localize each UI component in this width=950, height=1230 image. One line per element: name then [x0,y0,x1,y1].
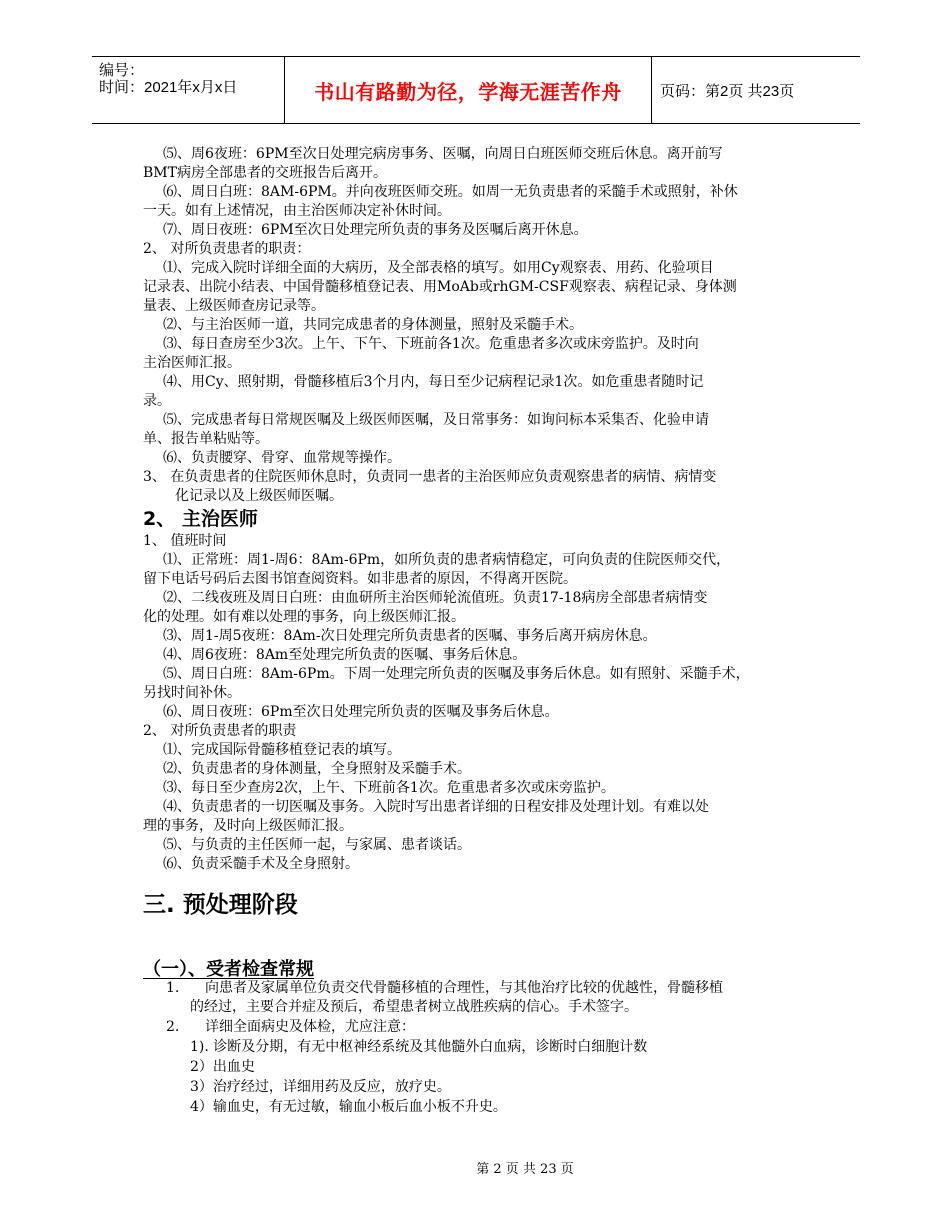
text-line: ⑸、周日白班：8Am-6Pm。下周一处理完所负责的医嘱及事务后休息。如有照射、采髓手术， [163,666,750,682]
text-line: ⑶、周1-周5夜班：8Am-次日处理完所负责患者的医嘱、事务后离开病房休息。 [163,628,657,644]
text-line: ⑷、负责患者的一切医嘱及事务。入院时写出患者详细的日程安排及处理计划。有难以处 [163,799,709,815]
text-line: 向患者及家属单位负责交代骨髓移植的合理性，与其他治疗比较的优越性，骨髓移植 [205,980,723,996]
text-line: 的经过，主要合并症及预后，希望患者树立战胜疾病的信心。手术签字。 [190,999,638,1015]
text-line: ⑴、正常班：周1-周6：8Am-6Pm，如所负责的患者病情稳定，可向负责的住院医师交代， [163,552,731,568]
header-page-info: 页码：第2页 共23页 [660,82,795,100]
text-line: 4）输血史，有无过敏，输血小板后血小板不升史。 [190,1099,507,1115]
text-line: 记录表、出院小结表、中国骨髓移植登记表、用MoAb或rhGM-CSF观察表、病程记录、身体测 [143,279,737,295]
text-line: ⑹、周日白班：8AM-6PM。并向夜班医师交班。如周一无负责患者的采髓手术或照射，补休 [163,184,738,200]
text-line: BMT病房全部患者的交班报告后离开。 [143,165,387,181]
text-line: ⑵、负责患者的身体测量，全身照射及采髓手术。 [163,761,471,777]
text-line: 一天。如有上述情况，由主治医师决定补休时间。 [143,203,451,219]
subsection-heading: （一）、受者检查常规 [143,959,314,980]
text-line: ⑶、每日查房至少3次。上午、下午、下班前各1次。危重患者多次或床旁监护。及时向 [163,336,699,352]
text-line: 量表、上级医师查房记录等。 [143,298,325,314]
text-line: 主治医师汇报。 [143,355,241,371]
section-heading: 2、 主治医师 [143,508,258,530]
text-line: ⑺、周日夜班：6PM至次日处理完所负责的事务及医嘱后离开休息。 [163,222,588,238]
text-line: ⑵、二线夜班及周日白班：由血研所主治医师轮流值班。负责17-18病房全部患者病情变 [163,590,708,606]
document-time-label: 时间：2021年x月x日 [99,79,238,96]
text-line: ⑴、完成国际骨髓移植登记表的填写。 [163,742,401,758]
text-line: ⑷、周6夜班：8Am至处理完所负责的医嘱、事务后休息。 [163,647,527,663]
text-line: 1、 值班时间 [143,533,227,549]
text-line: 单、报告单粘贴等。 [143,431,269,447]
text-line: 2、 对所负责患者的职责 [143,723,297,739]
text-line: 留下电话号码后去图书馆查阅资料。如非患者的原因，不得离开医院。 [143,571,577,587]
text-line: ⑸、完成患者每日常规医嘱及上级医师医嘱，及日常事务：如询问标本采集否、化验申请 [163,412,709,428]
document-number-label: 编号： [99,62,145,79]
text-line: 2）出血史 [190,1059,255,1075]
chapter-heading: 三. 预处理阶段 [143,892,298,918]
page-footer: 第 2 页 共 23 页 [476,1162,574,1177]
text-line: ⑹、周日夜班：6Pm至次日处理完所负责的医嘱及事务后休息。 [163,704,559,720]
text-line: 录。 [143,393,171,409]
text-line: 3、 在负责患者的住院医师休息时，负责同一患者的主治医师应负责观察患者的病情、病情变 [143,469,717,485]
text-line: 化的处理。如有难以处理的事务，向上级医师汇报。 [143,609,465,625]
text-line: 1). 诊断及分期，有无中枢神经系统及其他髓外白血病，诊断时白细胞计数 [190,1039,648,1055]
page-header [92,56,860,124]
header-meta [92,57,285,123]
text-line: ⑷、用Cy、照射期，骨髓移植后3个月内，每日至少记病程记录1次。如危重患者随时记 [163,374,704,390]
text-line: ⑹、负责采髓手术及全身照射。 [163,856,359,872]
text-line: ⑴、完成入院时详细全面的大病历，及全部表格的填写。如用Cy观察表、用药、化验项目 [163,260,714,276]
text-line: ⑹、负责腰穿、骨穿、血常规等操作。 [163,450,401,466]
text-line: 2、 对所负责患者的职责： [143,241,311,257]
text-line: ⑸、周6夜班：6PM至次日处理完病房事务、医嘱，向周日白班医师交班后休息。离开前写 [163,146,723,162]
text-line: 理的事务，及时向上级医师汇报。 [143,818,353,834]
text-line: 详细全面病史及体检，尤应注意： [205,1019,415,1035]
text-line: 3）治疗经过，详细用药及反应，放疗史。 [190,1079,451,1095]
text-line: ⑸、与负责的主任医师一起，与家属、患者谈话。 [163,837,471,853]
list-number: 1. [166,980,180,996]
text-line: ⑶、每日至少查房2次，上午、下班前各1次。危重患者多次或床旁监护。 [163,780,615,796]
text-line: 另找时间补休。 [143,685,241,701]
text-line: 化记录以及上级医师医嘱。 [175,488,343,504]
list-number: 2. [166,1019,180,1035]
header-motto: 书山有路勤为径，学海无涯苦作舟 [285,57,652,123]
text-line: ⑵、与主治医师一道，共同完成患者的身体测量，照射及采髓手术。 [163,317,583,333]
